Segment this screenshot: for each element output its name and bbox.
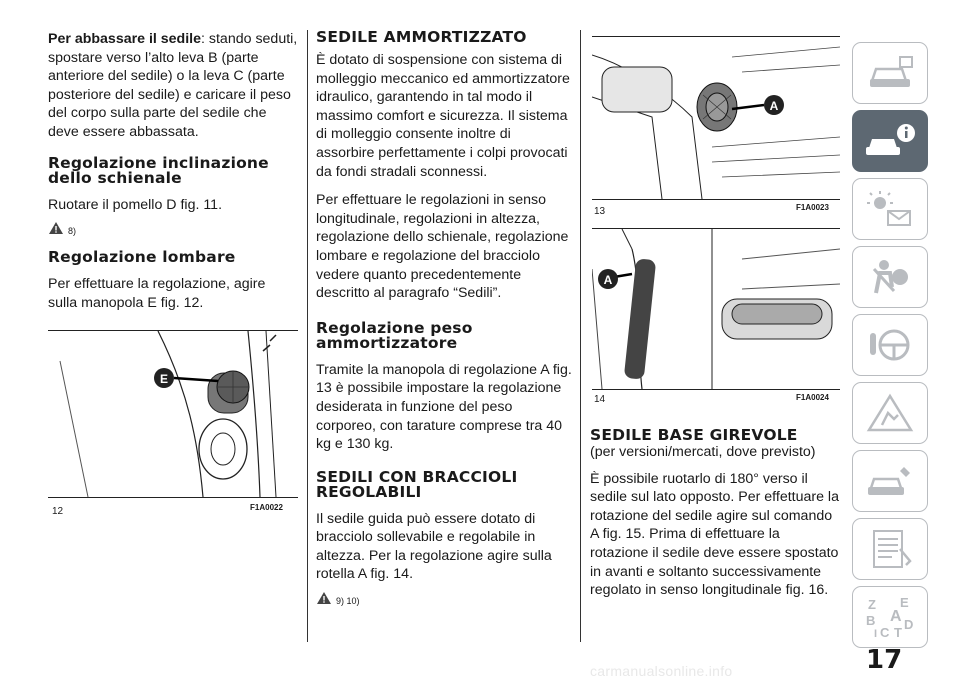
figure-13-code: F1A0023: [796, 203, 829, 212]
paragraph-inclinazione: Ruotare il pomello D fig. 11.: [48, 196, 223, 213]
figure-label-a: A: [603, 273, 613, 287]
paragraph-braccioli: Il sedile guida può essere dotato di bracciolo sollevabile e regolabile in altezza. Per la regolazione agire sulla rotella A fig. 14.: [316, 510, 552, 583]
index-letter: E: [900, 595, 909, 610]
tab-car-info[interactable]: [852, 110, 928, 172]
tab-technical-data[interactable]: [852, 518, 928, 580]
tab-index[interactable]: [852, 586, 928, 648]
paragraph-peso: Tramite la manopola di regolazione A fig. 13 è possibile impostare la regolazione desiderata in funzione del peso corporeo, con tarature comprese tra 40 kg e 130 kg.: [316, 361, 572, 453]
index-letter: C: [880, 625, 890, 639]
warning-ref-text: 8): [68, 226, 77, 237]
paragraph-girevole: È possibile ruotarlo di 180° verso il sedile sul lato opposto. Per effettuare la rotazione del sedile agire sul comando A fig. 15. Prima di effettuare la rotazione il sedile deve essere spostato in avanti e soltanto successivamente regolato in senso longitudinale fig. 16.: [590, 470, 839, 599]
road-emergency-icon: [864, 393, 916, 433]
heading-sedile-ammortizzato: SEDILE AMMORTIZZATO: [316, 28, 527, 46]
heading-base-girevole: SEDILE BASE GIREVOLE: [590, 426, 798, 444]
specifications-list-icon: [864, 529, 916, 569]
warning-triangle-icon: [48, 221, 64, 235]
damper-knob-illustration: [592, 37, 840, 199]
figure-13-number: 13: [594, 206, 606, 217]
index-letter: I: [874, 628, 878, 639]
warning-reference: [48, 220, 298, 236]
figure-12: [48, 330, 298, 498]
index-letter: B: [866, 613, 876, 628]
figure-14-number: 14: [594, 394, 606, 405]
figure-12-code: F1A0022: [250, 503, 283, 512]
figure-label-a: A: [769, 99, 779, 113]
figure-12-number: 12: [52, 506, 64, 517]
index-letter: D: [904, 617, 914, 632]
index-letter: A: [890, 608, 902, 625]
lumbar-knob-illustration: [48, 331, 298, 497]
tab-starting-driving[interactable]: [852, 314, 928, 376]
paragraph-ammortizzato-2: Per effettuare le regolazioni in senso longitudinale, regolazioni in altezza, regolazione dello schienale, regolazione lombare e regolazione del bracciolo vedere quanto precedentemente descritto al paragrafo “Sedili”.: [316, 192, 569, 302]
heading-inclinazione: Regolazione inclinazione dello schienale: [48, 153, 269, 187]
heading-subtitle: (per versioni/mercati, dove previsto): [590, 444, 816, 460]
tab-warning-lights[interactable]: [852, 178, 928, 240]
index-letters-icon: [864, 595, 916, 639]
paragraph-ammortizzato-1: È dotato di sospensione con sistema di molleggio meccanico ed ammortizzatore idraulico, garantendo in tal modo il massimo comfort e sicurezza. Il sistema di molleggio consente inoltre di assorbire perfettamente i colpi provocati da fondi stradali sconnessi.: [316, 52, 570, 180]
column-divider-1: [307, 30, 308, 642]
warning-triangle-icon: [316, 591, 332, 605]
column-left: [48, 30, 298, 322]
figure-14: [592, 228, 840, 390]
warning-lights-icon: [864, 189, 916, 229]
car-info-icon: [864, 121, 916, 161]
column-middle: [316, 30, 572, 614]
airbag-safety-icon: [864, 257, 916, 297]
chapter-tabs: [852, 42, 928, 654]
tab-safety[interactable]: [852, 246, 928, 308]
warning-reference-2: [316, 590, 572, 606]
paragraph-abbassare: [48, 30, 298, 142]
tab-emergency[interactable]: [852, 382, 928, 444]
column-divider-2: [580, 30, 581, 642]
footer-watermark: carmanualsonline.info: [590, 663, 733, 679]
index-letter: Z: [868, 597, 876, 612]
heading-peso-ammortizzatore: Regolazione peso ammortizzatore: [316, 318, 473, 352]
armrest-illustration: [592, 229, 840, 389]
heading-braccioli: SEDILI CON BRACCIOLI REGOLABILI: [316, 467, 518, 501]
column-right: [590, 428, 840, 610]
figure-label-e: E: [159, 372, 169, 386]
figure-14-code: F1A0024: [796, 393, 829, 402]
car-dashboard-icon: [864, 53, 916, 93]
steering-wheel-icon: [864, 325, 916, 365]
tab-maintenance[interactable]: [852, 450, 928, 512]
paragraph-body: : stando seduti, spostare verso l’alto leva B (parte anteriore del sedile) o la leva C (parte posteriore del sedile) e caricare il peso del corpo sulla parte del sedile che deve essere abbassata.: [48, 31, 298, 140]
index-letter: T: [894, 625, 902, 639]
paragraph-lombare: Per effettuare la regolazione, agire sulla manopola E fig. 12.: [48, 276, 266, 311]
car-service-icon: [864, 461, 916, 501]
figure-13: [592, 36, 840, 200]
heading-lombare: Regolazione lombare: [48, 248, 236, 267]
page-number: 17: [866, 645, 903, 675]
tab-dashboard[interactable]: [852, 42, 928, 104]
warning-ref-text: 9) 10): [336, 596, 360, 607]
paragraph-lead: Per abbassare il sedile: [48, 31, 202, 47]
